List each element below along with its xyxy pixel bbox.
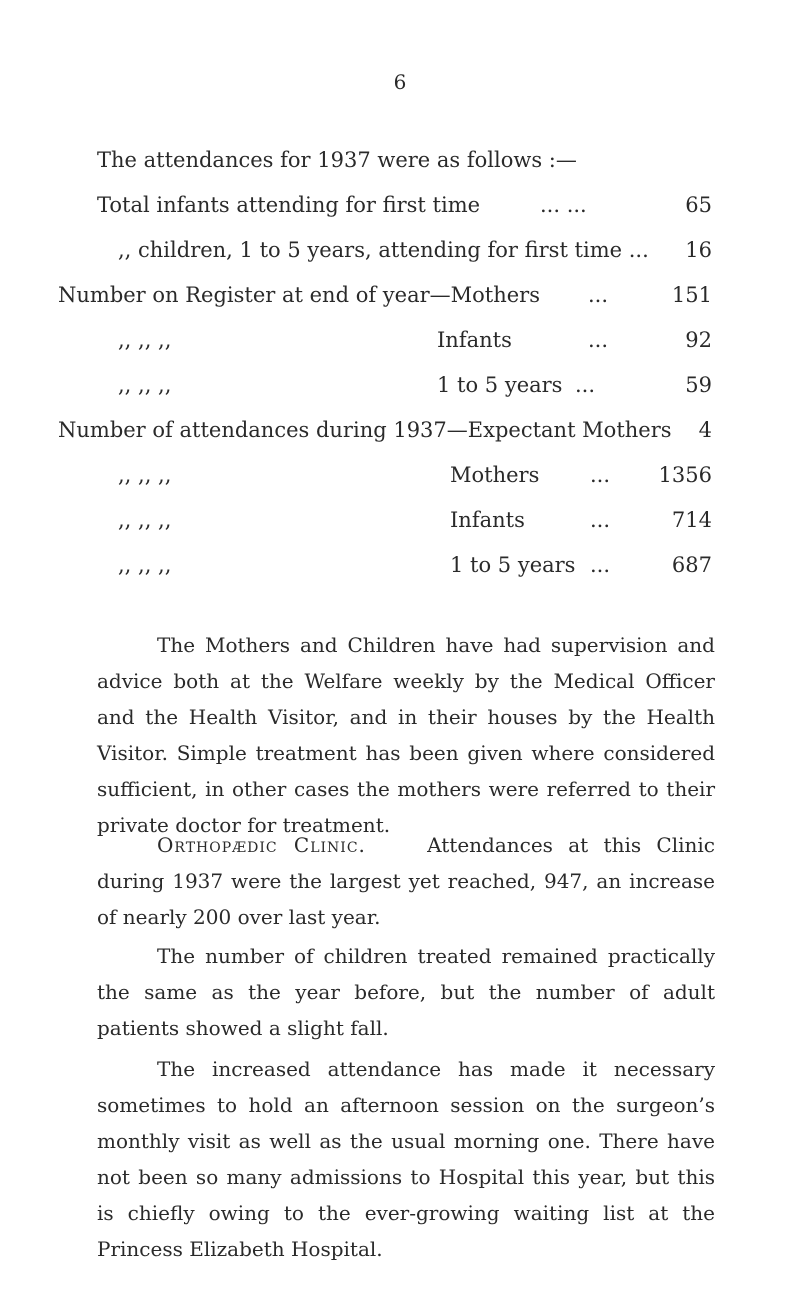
table-row-dots: ... xyxy=(575,373,596,397)
table-row-value: 714 xyxy=(671,508,712,532)
table-row-label: ,, children, 1 to 5 years, attending for first time ... xyxy=(118,238,649,262)
table-row-ditto: ,, ,, ,, xyxy=(118,328,172,352)
table-row-sublabel: Infants xyxy=(437,328,512,352)
table-row-ditto: ,, ,, ,, xyxy=(118,553,172,577)
section-heading: Orthopædic Clinic. xyxy=(157,833,366,857)
table-row-value: 151 xyxy=(671,283,712,307)
table-row-value: 59 xyxy=(685,373,712,397)
paragraph-increased-attendance xyxy=(97,1051,715,1267)
table-row-value: 4 xyxy=(698,418,712,442)
page-number: 6 xyxy=(393,70,407,94)
table-row-dots: ... xyxy=(590,508,611,532)
table-row-sublabel: 1 to 5 years xyxy=(437,373,563,397)
table-row-dots: ... xyxy=(590,463,611,487)
table-row-ditto: ,, ,, ,, xyxy=(118,373,172,397)
table-row-value: 687 xyxy=(671,553,712,577)
paragraph-text: The number of children treated remained practically the same as the year before, but the number of adult patients showed a slight fall. xyxy=(97,944,715,1040)
table-row-ditto: ,, ,, ,, xyxy=(118,508,172,532)
paragraph-text: The Mothers and Children have had supervision and advice both at the Welfare weekly by the Medical Officer and the Health Visitor, and in their houses by the Health Visitor. Simple treatment has been given where considered sufficient, in other cases the mothers were referred to their private doctor for treatment. xyxy=(97,633,715,837)
table-row-value: 1356 xyxy=(658,463,712,487)
table-row-value: 92 xyxy=(685,328,712,352)
paragraph-text: Attendances at this Clinic during 1937 were the largest yet reached, 947, an increase of nearly 200 over last year. xyxy=(97,833,715,929)
paragraph-text: The increased attendance has made it necessary sometimes to hold an afternoon session on the surgeon’s monthly visit as well as the usual morning one. There have not been so many admissions to Hospital this year, but this is chiefly owing to the ever-growing waiting list at the Princess Elizabeth Hospital. xyxy=(97,1057,715,1261)
table-row-label: Number of attendances during 1937—Expectant Mothers xyxy=(58,418,672,442)
paragraph-children-treated xyxy=(97,938,715,1046)
table-row-label: Number on Register at end of year—Mothers xyxy=(58,283,540,307)
table-row-sublabel: 1 to 5 years xyxy=(450,553,576,577)
table-row-ditto: ,, ,, ,, xyxy=(118,463,172,487)
paragraph-supervision xyxy=(97,627,715,843)
table-row-dots: ... xyxy=(588,328,609,352)
intro-line: The attendances for 1937 were as follows :— xyxy=(97,148,577,172)
table-row-label: Total infants attending for first time xyxy=(97,193,481,217)
table-row-dots: ... ... xyxy=(540,193,587,217)
table-row-dots: ... xyxy=(590,553,611,577)
paragraph-orthopaedic xyxy=(97,827,715,935)
table-row-sublabel: Mothers xyxy=(450,463,540,487)
table-row-value: 16 xyxy=(685,238,712,262)
table-row-sublabel: Infants xyxy=(450,508,525,532)
table-row-value: 65 xyxy=(685,193,712,217)
table-row-dots: ... xyxy=(588,283,609,307)
